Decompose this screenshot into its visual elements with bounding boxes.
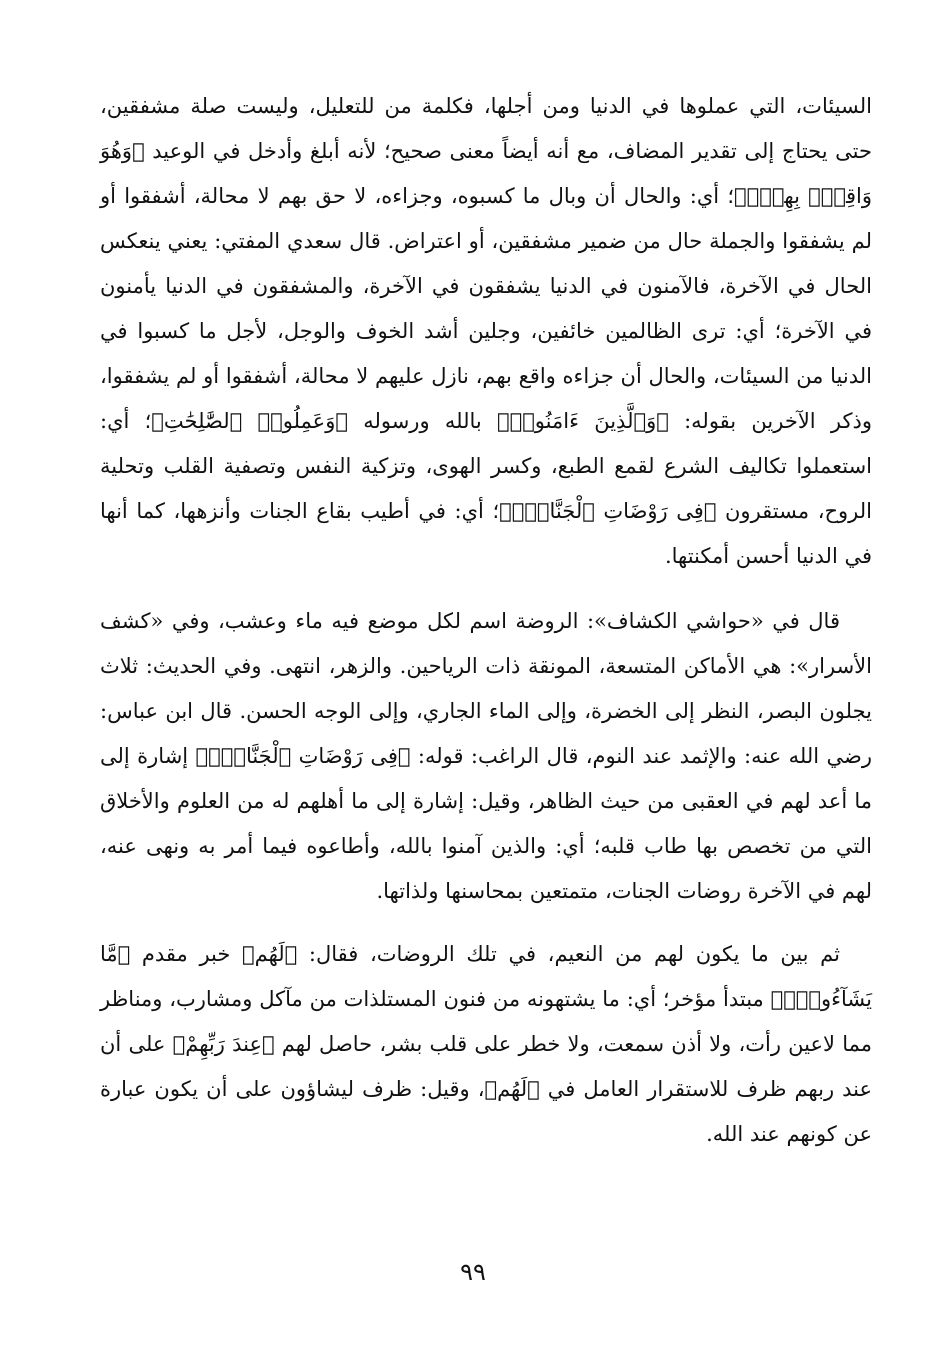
page-number: ٩٩ xyxy=(460,1258,486,1286)
paragraph-2: قال في «حواشي الكشاف»: الروضة اسم لكل موضع فيه ماء وعشب، وفي «كشف الأسرار»: هي الأماكن المتسعة، المونقة ذات الرياحين. والزهر، انتهى. وفي الحديث: ثلاث يجلون البصر، النظر إلى الخضرة، وإلى الماء الجاري، وإلى الوجه الحسن. قال ابن عباس: رضي الله عنه: والإثمد عند النوم، قال الراغب: قوله: ﴿فِى رَوْضَاتِ ٱلْجَنَّاتِۖ﴾ إشارة إلى ما أعد لهم في العقبى من حيث الظاهر، وقيل: إشارة إلى ما أهلهم له من العلوم والأخلاق التي من تخصص بها طاب قلبه؛ أي: والذين آمنوا بالله، وأطاعوه فيما أمر به ونهى عنه، لهم في الآخرة روضات الجنات، متمتعين بمحاسنها ولذاتها. xyxy=(100,609,872,903)
paragraph-1: السيئات، التي عملوها في الدنيا ومن أجلها، فكلمة من للتعليل، وليست صلة مشفقين، حتى يحتاج إلى تقدير المضاف، مع أنه أيضاً معنى صحيح؛ لأنه أبلغ وأدخل في الوعيد ﴿وَهُوَ وَاقِعٌۢ بِهِمْۗ﴾؛ أي: والحال أن وبال ما كسبوه، وجزاءه، لا حق بهم لا محالة، أشفقوا أو لم يشفقوا والجملة حال من ضمير مشفقين، أو اعتراض. قال سعدي المفتي: يعني ينعكس الحال في الآخرة، فالآمنون في الدنيا يشفقون في الآخرة، والمشفقون في الدنيا يأمنون في الآخرة؛ أي: ترى الظالمين خائفين، وجلين أشد الخوف والوجل، لأجل ما كسبوا في الدنيا من السيئات، والحال أن جزاءه واقع بهم، نازل عليهم لا محالة، أشفقوا أو لم يشفقوا، وذكر الآخرين بقوله: ﴿وَٱلَّذِينَ ءَامَنُوا۟﴾ بالله ورسوله ﴿وَعَمِلُوا۟ ٱلصَّٰلِحَٰتِ﴾؛ أي: استعملوا تكاليف الشرع لقمع الطبع، وكسر الهوى، وتزكية النفس وتصفية القلب وتحلية الروح، مستقرون ﴿فِى رَوْضَاتِ ٱلْجَنَّاتِۖ﴾؛ أي: في أطيب بقاع الجنات وأنزهها، كما أنها في الدنيا أحسن أمكنتها. xyxy=(100,94,872,568)
page-body xyxy=(100,84,872,1157)
paragraph-3: ثم بين ما يكون لهم من النعيم، في تلك الروضات، فقال: ﴿لَهُم﴾ خبر مقدم ﴿مَّا يَشَآءُونَۚ﴾ مبتدأ مؤخر؛ أي: ما يشتهونه من فنون المستلذات من مآكل ومشارب، ومناظر مما لاعين رأت، ولا أذن سمعت، ولا خطر على قلب بشر، حاصل لهم ﴿عِندَ رَبِّهِمْ﴾ على أن عند ربهم ظرف للاستقرار العامل في ﴿لَهُم﴾، وقيل: ظرف ليشاؤون على أن يكون عبارة عن كونهم عند الله. xyxy=(100,942,872,1146)
